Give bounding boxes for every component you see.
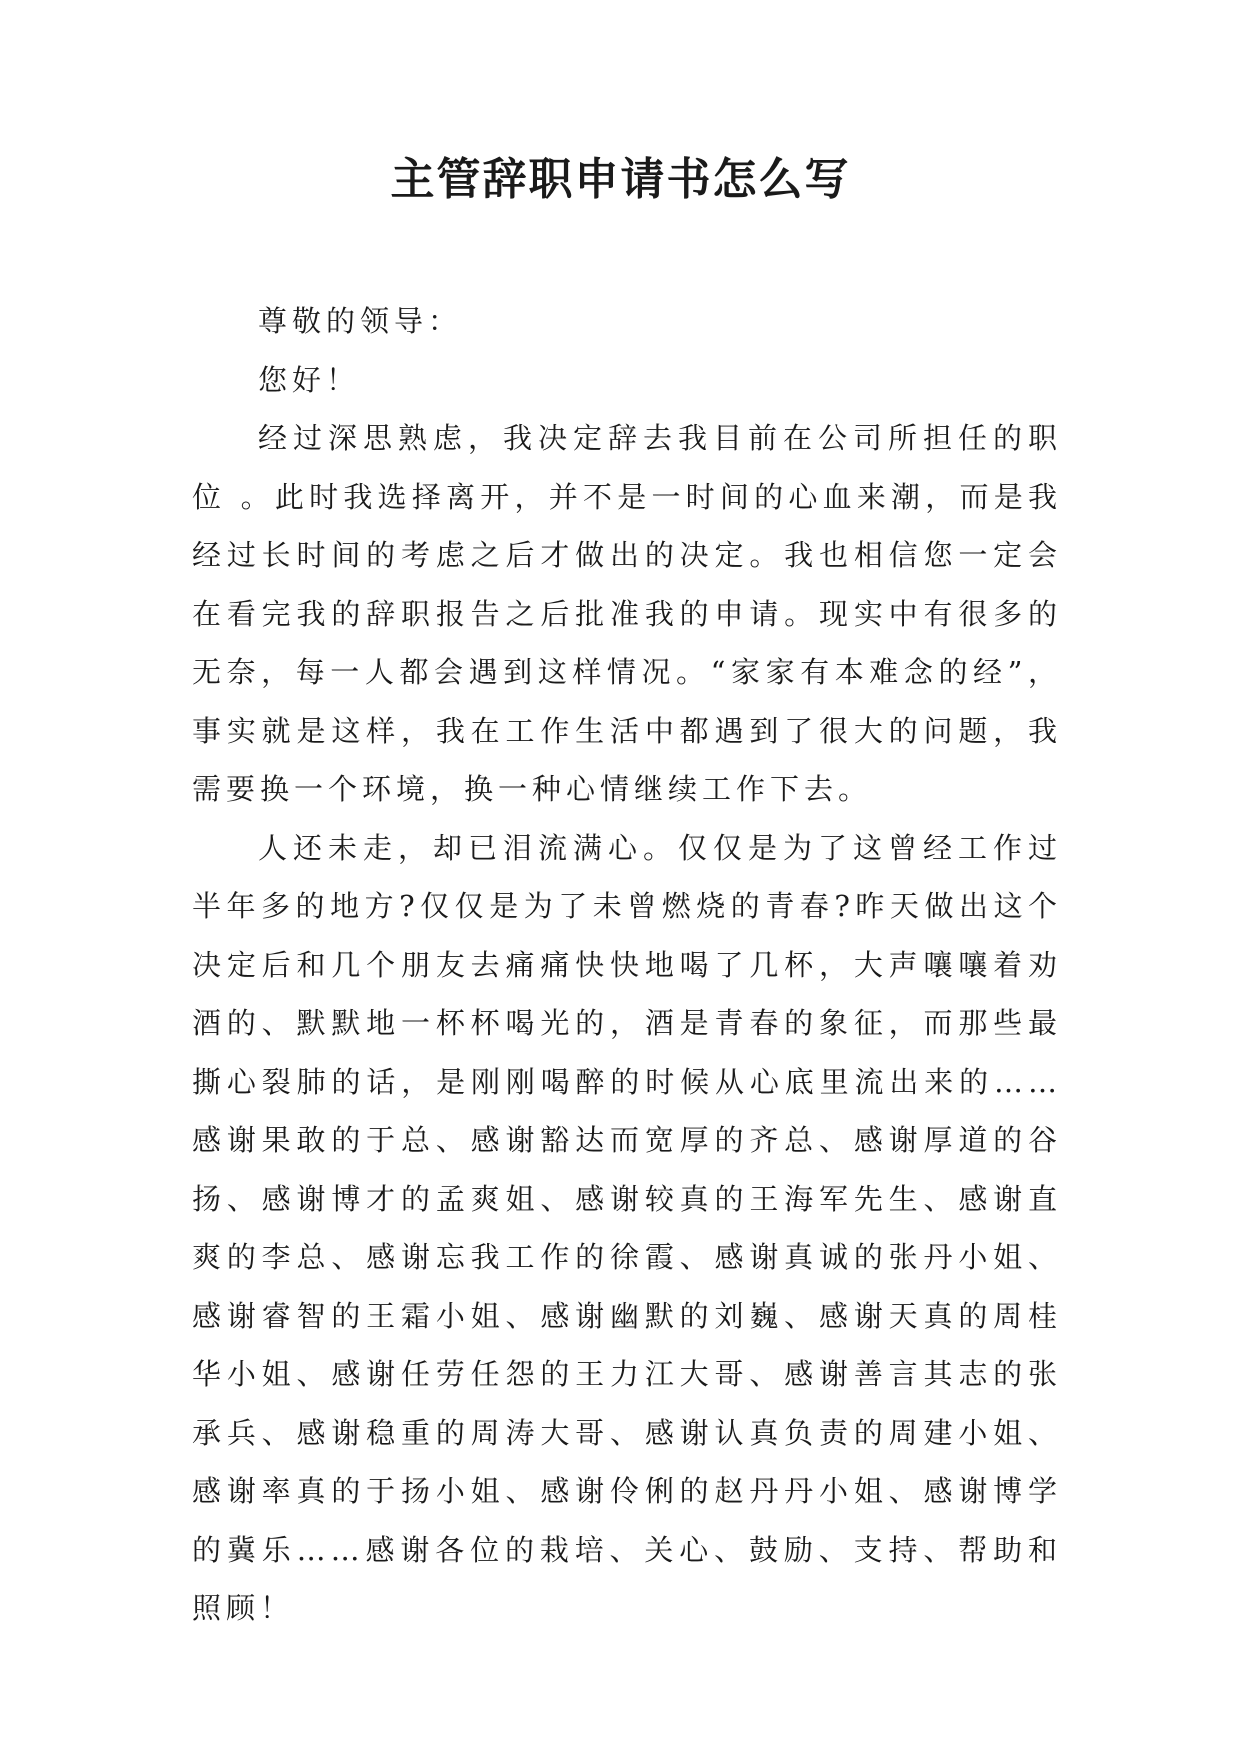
body-paragraph: 人还未走，却已泪流满心。仅仅是为了这曾经工作过半年多的地方?仅仅是为了未曾燃烧的青春?昨天做出这个决定后和几个朋友去痛痛快快地喝了几杯，大声嚷嚷着劝酒的、默默地一杯杯喝光的，酒是青春的象征，而那些最撕心裂肺的话，是刚刚喝醉的时候从心底里流出来的……感谢果敢的于总、感谢豁达而宽厚的齐总、感谢厚道的谷扬、感谢博才的孟爽姐、感谢较真的王海军先生、感谢直爽的李总、感谢忘我工作的徐霞、感谢真诚的张丹小姐、感谢睿智的王霜小姐、感谢幽默的刘巍、感谢天真的周桂华小姐、感谢任劳任怨的王力江大哥、感谢善言其志的张承兵、感谢稳重的周涛大哥、感谢认真负责的周建小姐、感谢率真的于扬小姐、感谢伶俐的赵丹丹小姐、感谢博学的冀乐……感谢各位的栽培、关心、鼓励、支持、帮助和照顾！ [192,830,1062,1625]
document-title: 主管辞职申请书怎么写 [390,154,851,205]
body-paragraph: 经过深思熟虑，我决定辞去我目前在公司所担任的职位 。此时我选择离开，并不是一时间的心血来潮，而是我经过长时间的考虑之后才做出的决定。我也相信您一定会在看完我的辞职报告之后批准我的申请。现实中有很多的无奈，每一人都会遇到这样情况。“家家有本难念的经”，事实就是这样，我在工作生活中都遇到了很大的问题，我需要换一个环境，换一种心情继续工作下去。 [192,421,1062,806]
salutation-line: 您好！ [258,362,361,397]
greeting-line: 尊敬的领导： [258,304,463,338]
document-body [192,292,1062,1638]
